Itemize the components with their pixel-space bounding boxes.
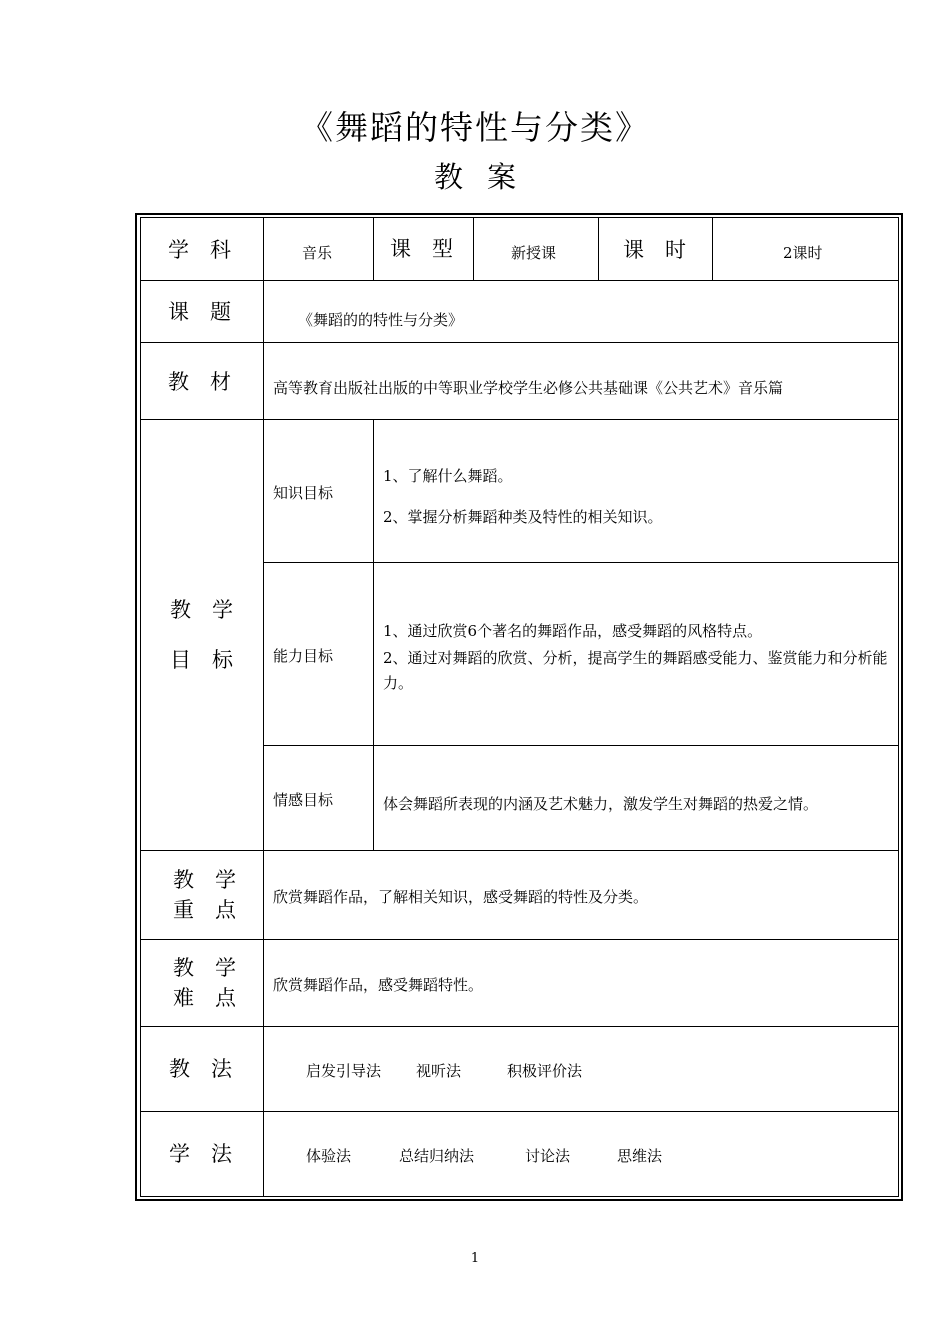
emotion-objective-label: 情感目标 — [273, 791, 334, 809]
learning-method-item: 讨论法 — [525, 1147, 571, 1165]
page-number: 1 — [470, 1251, 480, 1266]
difficulties-label-line1: 教 学 — [173, 956, 236, 980]
teaching-method-item: 视听法 — [416, 1062, 462, 1080]
lesson-type-label: 课 型 — [390, 237, 453, 261]
ability-objective-item: 2、通过对舞蹈的欣赏、分析，提高学生的舞蹈感受能力、鉴赏能力和分析能力。 — [383, 649, 888, 692]
class-hours-value: 2课时 — [783, 244, 823, 262]
subject-value: 音乐 — [302, 244, 333, 262]
knowledge-objective-item: 1、了解什么舞蹈。 — [383, 467, 513, 485]
document-subtitle: 教案 — [433, 160, 540, 194]
ability-objective-label: 能力目标 — [273, 647, 334, 665]
difficulties-value: 欣赏舞蹈作品，感受舞蹈特性。 — [273, 976, 484, 994]
teaching-method-item: 启发引导法 — [306, 1062, 382, 1080]
objectives-label-line2: 目 标 — [170, 648, 233, 672]
knowledge-objective-item: 2、掌握分析舞蹈种类及特性的相关知识。 — [383, 508, 663, 526]
material-value: 高等教育出版社出版的中等职业学校学生必修公共基础课《公共艺术》音乐篇 — [273, 379, 784, 397]
emotion-objective-item: 体会舞蹈所表现的内涵及艺术魅力，激发学生对舞蹈的热爱之情。 — [383, 795, 819, 813]
knowledge-objective-label: 知识目标 — [273, 484, 334, 502]
learning-method-item: 体验法 — [306, 1147, 352, 1165]
objectives-label-line1: 教 学 — [170, 598, 233, 622]
lesson-plan-table-frame — [135, 213, 903, 1201]
learning-method-item: 总结归纳法 — [399, 1147, 475, 1165]
material-label: 教 材 — [168, 370, 231, 394]
teaching-methods-label: 教 法 — [169, 1057, 232, 1081]
topic-value: 《舞蹈的的特性与分类》 — [298, 311, 464, 329]
difficulties-label-line2: 难 点 — [173, 986, 236, 1010]
ability-objective-item: 1、通过欣赏6个著名的舞蹈作品，感受舞蹈的风格特点。 — [383, 622, 763, 640]
learning-methods-label: 学 法 — [169, 1142, 232, 1166]
learning-method-item: 思维法 — [617, 1147, 663, 1165]
topic-label: 课 题 — [168, 300, 231, 324]
key-points-label-line2: 重 点 — [173, 898, 236, 922]
key-points-label-line1: 教 学 — [173, 868, 236, 892]
class-hours-label: 课 时 — [623, 238, 686, 262]
teaching-method-item: 积极评价法 — [507, 1062, 583, 1080]
document-title: 《舞蹈的特性与分类》 — [300, 108, 650, 147]
subject-label: 学 科 — [168, 238, 231, 262]
key-points-value: 欣赏舞蹈作品，了解相关知识，感受舞蹈的特性及分类。 — [273, 888, 649, 906]
lesson-type-value: 新授课 — [511, 244, 557, 262]
